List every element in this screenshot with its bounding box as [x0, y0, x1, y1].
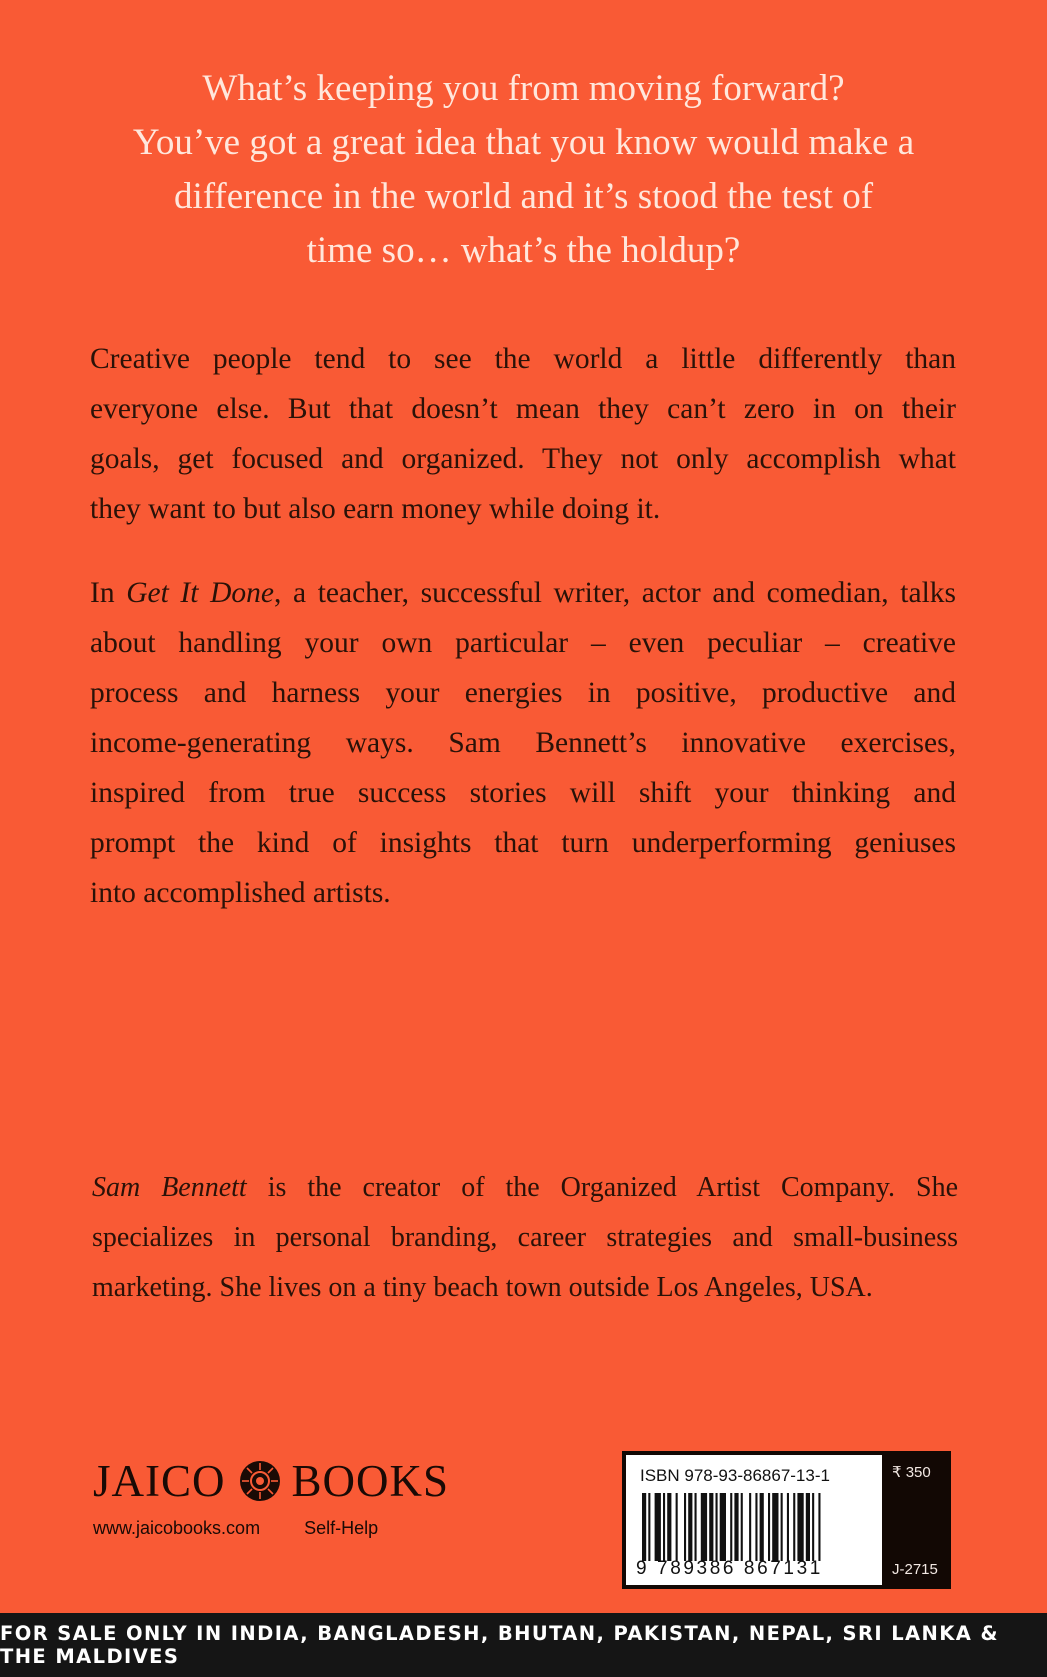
barcode-bar [787, 1493, 789, 1561]
bio-text: is the creator of the Organized Artist Company. She [246, 1172, 958, 1203]
author-bio [92, 1163, 958, 1313]
blurb-paragraph-2 [90, 568, 956, 918]
barcode-bar [741, 1493, 743, 1561]
barcode-bar [818, 1493, 820, 1561]
tagline-line: time so… what’s the holdup? [306, 230, 741, 271]
barcode-bar [772, 1493, 778, 1561]
sale-territory-strip [0, 1613, 1047, 1677]
sale-notice: FOR SALE ONLY IN INDIA, BANGLADESH, BHUTAN, PAKISTAN, NEPAL, SRI LANKA & THE MALDIVES [0, 1622, 999, 1668]
publisher-info [93, 1518, 378, 1539]
barcode-digits: 9 789386 867131 [636, 1558, 823, 1579]
blurb-line [90, 568, 956, 618]
price-label: ₹ 350 [892, 1464, 931, 1481]
blurb-line: goals, get focused and organized. They not only accomplish what [90, 443, 956, 475]
blurb-paragraph-1 [90, 334, 956, 534]
blurb-line: income-generating ways. Sam Bennett’s innovative exercises, [90, 727, 956, 759]
barcode-bars [642, 1493, 878, 1561]
tagline [60, 62, 987, 278]
barcode-bar [749, 1493, 751, 1561]
publisher-logo [93, 1455, 449, 1507]
barcode-bar [768, 1493, 770, 1561]
barcode-bar [709, 1493, 713, 1561]
blurb-line: they want to but also earn money while doing it. [90, 493, 661, 525]
book-title: Get It Done [126, 577, 274, 609]
bio-line: marketing. She lives on a tiny beach town outside Los Angeles, USA. [92, 1272, 873, 1303]
publisher-name-right: BOOKS [291, 1456, 450, 1506]
barcode-bar [648, 1493, 650, 1561]
tagline-line: difference in the world and it’s stood the test of [173, 176, 874, 217]
barcode-bar [676, 1493, 678, 1561]
barcode-bar [701, 1493, 707, 1561]
barcode-bar [730, 1493, 732, 1561]
blurb-line: prompt the kind of insights that turn underperforming geniuses [90, 827, 956, 859]
tagline-line: What’s keeping you from moving forward? [202, 68, 845, 109]
publisher-website: www.jaicobooks.com [93, 1518, 261, 1538]
blurb-line: inspired from true success stories will shift your thinking and [90, 777, 956, 809]
barcode-bar [793, 1493, 795, 1561]
blurb-text: In [90, 577, 127, 609]
barcode-bar [655, 1493, 661, 1561]
barcode-bar [734, 1493, 738, 1561]
barcode-bar [720, 1493, 726, 1561]
blurb-text: , a teacher, successful writer, actor and comedian, talks [273, 577, 956, 609]
barcode-bar [755, 1493, 757, 1561]
barcode-bar [695, 1493, 697, 1561]
barcode-label [626, 1455, 882, 1585]
barcode-bar [760, 1493, 764, 1561]
sun-emblem-icon [238, 1459, 282, 1503]
barcode-bar [797, 1493, 803, 1561]
bio-line [92, 1163, 958, 1213]
book-category: Self-Help [304, 1518, 379, 1538]
author-name: Sam Bennett [92, 1172, 247, 1203]
bio-line: specializes in personal branding, career strategies and small-business [92, 1222, 958, 1253]
barcode-bar [716, 1493, 718, 1561]
barcode-bar [688, 1493, 692, 1561]
blurb-line: process and harness your energies in positive, productive and [90, 677, 956, 709]
blurb-line: about handling your own particular – even peculiar – creative [90, 627, 956, 659]
publisher-name-left: JAICO [93, 1456, 226, 1506]
isbn-text: ISBN 978-93-86867-13-1 [640, 1466, 830, 1485]
product-code: J-2715 [892, 1561, 938, 1578]
barcode-bar [667, 1493, 671, 1561]
barcode-bar [812, 1493, 814, 1561]
blurb-line: Creative people tend to see the world a little differently than [90, 343, 956, 375]
blurb-line: everyone else. But that doesn’t mean they can’t zero in on their [90, 393, 956, 425]
barcode-bar [684, 1493, 686, 1561]
barcode-bar [642, 1493, 646, 1561]
barcode-panel [622, 1451, 951, 1589]
barcode-bar [806, 1493, 810, 1561]
barcode-bar [663, 1493, 665, 1561]
tagline-line: You’ve got a great idea that you know would make a [132, 122, 915, 163]
blurb-line: into accomplished artists. [90, 877, 391, 909]
barcode-bar [781, 1493, 783, 1561]
